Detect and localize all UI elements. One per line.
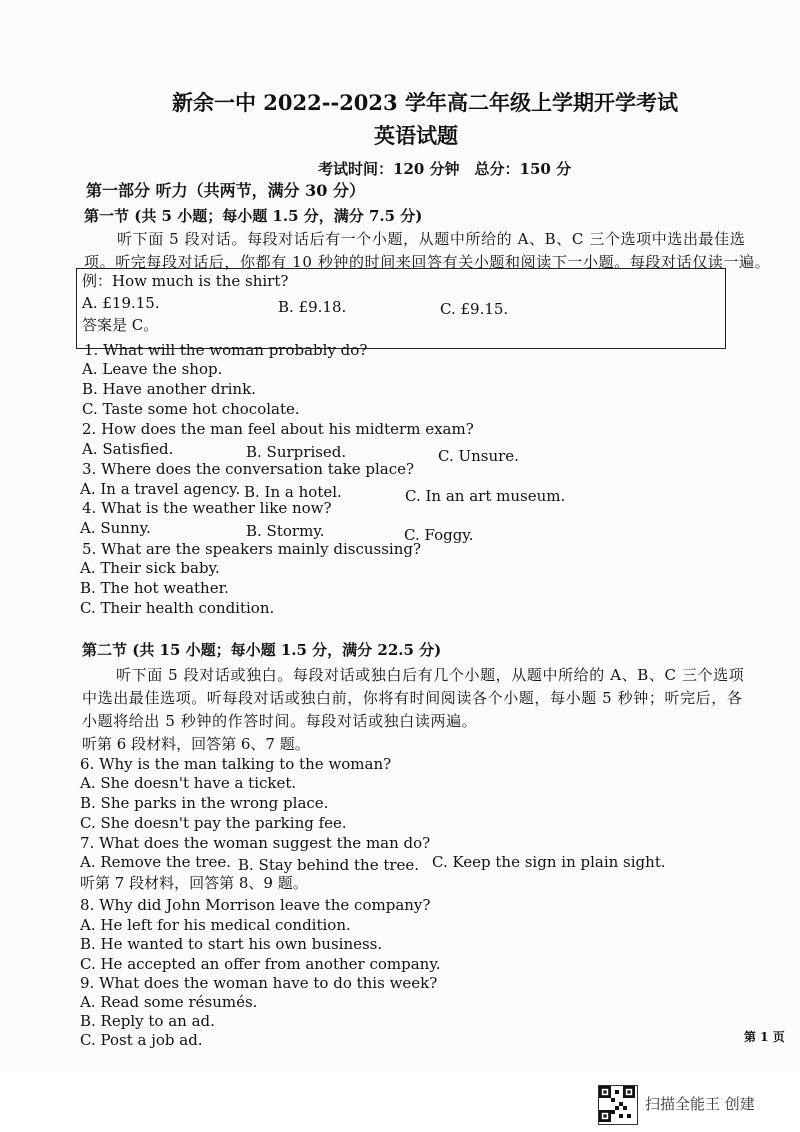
question-7-option-b: B. Stay behind the tree. — [238, 856, 420, 874]
scanner-watermark: 扫描全能王 创建 — [645, 1095, 755, 1113]
question-6-stem: 6. Why is the man talking to the woman? — [80, 755, 392, 773]
question-8-stem: 8. Why did John Morrison leave the company? — [80, 896, 431, 914]
question-9-stem: 9. What does the woman have to do this week? — [80, 974, 438, 992]
question-9-option-a: A. Read some résumés. — [80, 993, 258, 1011]
question-1-stem: 1. What will the woman probably do? — [84, 341, 368, 359]
question-2-option-a: A. Satisfied. — [82, 440, 174, 458]
question-4-option-a: A. Sunny. — [80, 519, 151, 537]
question-1-option-c: C. Taste some hot chocolate. — [82, 400, 300, 418]
question-7-stem: 7. What does the woman suggest the man do? — [80, 834, 431, 852]
example-option-b: B. £9.18. — [278, 298, 347, 316]
question-1-option-b: B. Have another drink. — [82, 380, 256, 398]
question-6-option-c: C. She doesn't pay the parking fee. — [80, 814, 347, 832]
section2-heading: 第二节 (共 15 小题；每小题 1.5 分，满分 22.5 分) — [82, 641, 442, 659]
question-1-option-a: A. Leave the shop. — [82, 360, 223, 378]
question-5-option-a: A. Their sick baby. — [80, 559, 220, 577]
example-answer: 答案是 C。 — [82, 316, 159, 334]
question-8-option-c: C. He accepted an offer from another company. — [80, 955, 441, 973]
example-question: 例：How much is the shirt? — [82, 272, 289, 290]
question-5-stem: 5. What are the speakers mainly discussing? — [82, 540, 422, 558]
question-6-option-a: A. She doesn't have a ticket. — [80, 774, 297, 792]
question-2-option-c: C. Unsure. — [438, 447, 519, 465]
exam-title: 新余一中 2022--2023 学年高二年级上学期开学考试 — [172, 90, 678, 115]
question-4-option-b: B. Stormy. — [246, 522, 325, 540]
section1-instruction-line2: 项。听完每段对话后，你都有 10 秒钟的时间来回答有关小题和阅读下一小题。每段对话仅读一遍。 — [84, 253, 771, 271]
question-2-option-b: B. Surprised. — [246, 443, 347, 461]
question-2-stem: 2. How does the man feel about his midterm exam? — [82, 420, 474, 438]
question-9-option-c: C. Post a job ad. — [80, 1031, 203, 1049]
material-7-heading: 听第 7 段材料，回答第 8、9 题。 — [80, 874, 308, 892]
question-3-option-b: B. In a hotel. — [244, 483, 342, 501]
question-7-option-a: A. Remove the tree. — [80, 853, 231, 871]
section1-instruction-line1: 听下面 5 段对话。每段对话后有一个小题，从题中所给的 A、B、C 三个选项中选出最佳选 — [117, 230, 746, 248]
question-4-option-c: C. Foggy. — [404, 526, 474, 544]
material-6-heading: 听第 6 段材料，回答第 6、7 题。 — [82, 735, 310, 753]
question-5-option-b: B. The hot weather. — [80, 579, 229, 597]
question-4-stem: 4. What is the weather like now? — [82, 499, 332, 517]
question-9-option-b: B. Reply to an ad. — [80, 1012, 215, 1030]
example-option-c: C. £9.15. — [440, 300, 509, 318]
exam-subtitle: 英语试题 — [374, 123, 458, 148]
section1-heading: 第一节 (共 5 小题；每小题 1.5 分，满分 7.5 分) — [84, 207, 423, 225]
section2-instruction-line3: 小题将给出 5 秒钟的作答时间。每段对话或独白读两遍。 — [82, 712, 478, 730]
question-3-stem: 3. Where does the conversation take place? — [82, 460, 415, 478]
section2-instruction-line2: 中选出最佳选项。听每段对话或独白前，你将有时间阅读各个小题，每小题 5 秒钟；听完后，各 — [82, 689, 743, 707]
exam-info: 考试时间：120 分钟 总分：150 分 — [318, 160, 572, 178]
question-8-option-a: A. He left for his medical condition. — [80, 916, 351, 934]
question-5-option-c: C. Their health condition. — [80, 599, 275, 617]
page-number: 第 1 页 — [744, 1030, 785, 1044]
question-3-option-a: A. In a travel agency. — [80, 480, 241, 498]
question-3-option-c: C. In an art museum. — [405, 487, 566, 505]
qr-code-icon — [598, 1085, 638, 1125]
question-8-option-b: B. He wanted to start his own business. — [80, 935, 383, 953]
question-7-option-c: C. Keep the sign in plain sight. — [432, 853, 666, 871]
question-6-option-b: B. She parks in the wrong place. — [80, 794, 329, 812]
example-option-a: A. £19.15. — [82, 294, 160, 312]
part1-heading: 第一部分 听力（共两节，满分 30 分） — [86, 181, 365, 200]
section2-instruction-line1: 听下面 5 段对话或独白。每段对话或独白后有几个小题，从题中所给的 A、B、C 三个选项 — [116, 666, 745, 684]
